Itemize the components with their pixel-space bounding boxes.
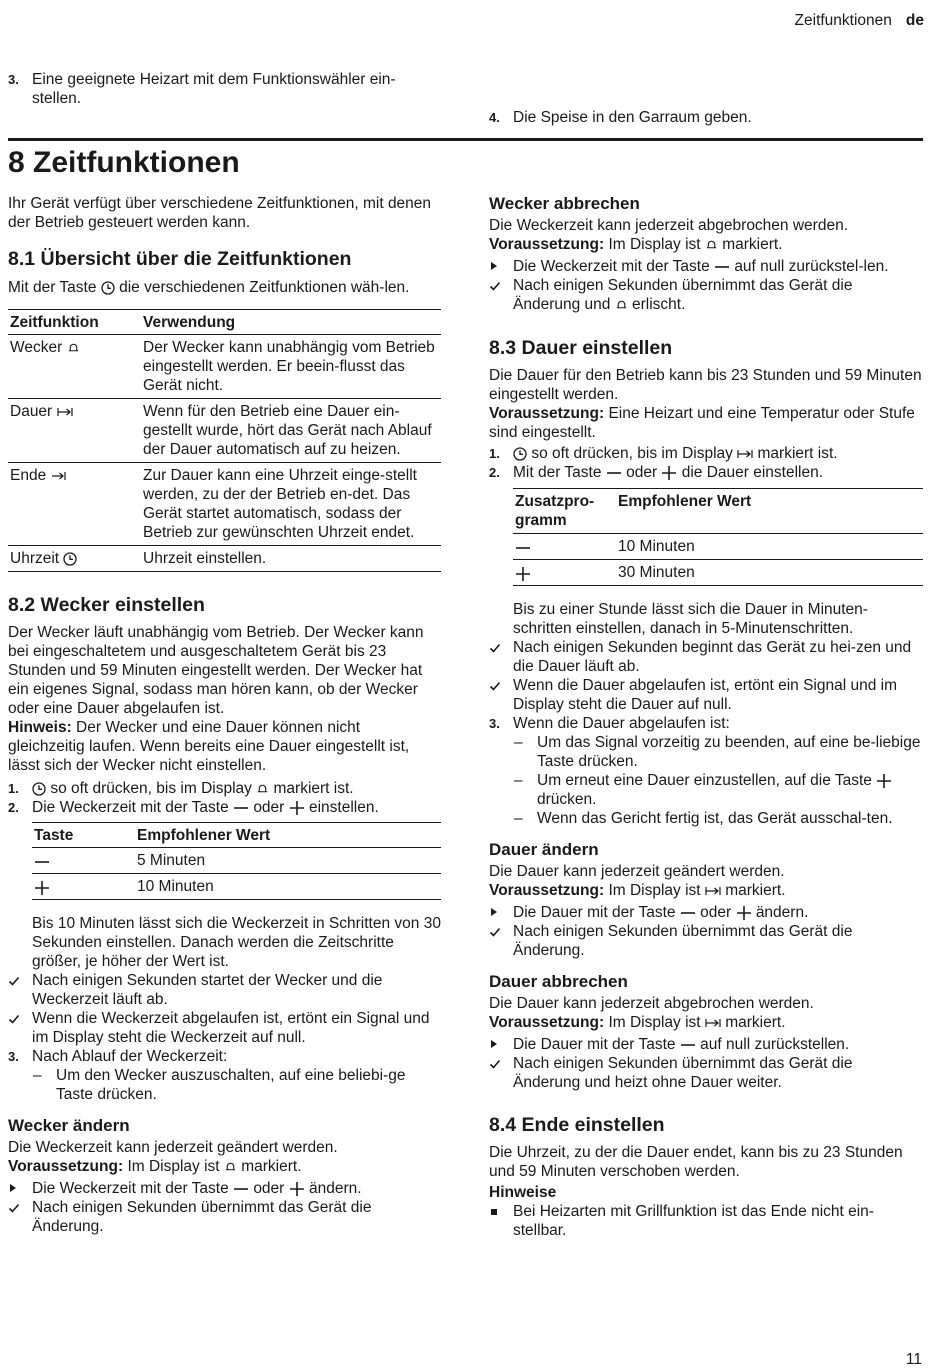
s82-check-2 [8,1009,441,1047]
row-value: 10 Minuten [137,878,214,895]
bell-icon [67,341,80,354]
step-number: 3. [489,716,500,731]
check-text: Nach einigen Sekunden startet der Wecker und die Weckerzeit läuft ab. [32,972,383,1008]
wecker-abbrechen-title: Wecker abbrechen [489,194,640,213]
check-icon [8,975,20,987]
check-icon [489,642,501,654]
check-icon [489,680,501,692]
s83-check-1 [489,638,923,676]
s83-pre [489,404,923,442]
sub-text: Um den Wecker auszuschalten, auf eine beliebi-ge Taste drücken. [56,1067,406,1103]
s84-bullet [489,1202,923,1240]
minus-icon [515,542,531,554]
action-b: auf null zurückstellen. [700,1036,850,1053]
top-left-step [8,70,465,108]
check-icon [8,1202,20,1214]
row-text: Wenn für den Betrieb eine Dauer ein-gestellt wurde, hört das Gerät nach Ablauf der Dauer automatisch auf zu heizen. [143,403,432,458]
wecker-aendern-check [8,1198,441,1236]
pre-label: Voraussetzung: [489,405,605,422]
row-text: Uhrzeit einstellen. [143,550,267,567]
pre-b: markiert. [241,1158,302,1175]
plus-icon [876,773,892,789]
dauer-aendern-title: Dauer ändern [489,840,599,859]
wecker-abbrechen-text: Die Weckerzeit kann jederzeit abgebrochen werden. [489,217,848,234]
plus-icon [34,880,50,896]
arrow-icon [489,906,499,918]
pre-b: markiert. [722,236,783,253]
end-icon [51,470,67,482]
action-b: auf null zurückstel-len. [734,258,889,275]
row-text: Zur Dauer kann eine Uhrzeit einge-stellt werden, zu der der Betrieb en-det. Das Gerät startet automatisch, sodass der Betrieb zur gewünschten Uhrzeit endet. [143,467,417,541]
bell-icon [705,238,718,251]
table-row [8,335,441,399]
s81-intro-a: Mit der Taste [8,279,97,296]
chapter-rule [8,138,923,141]
s82-hint [8,718,441,775]
minus-icon [233,1183,249,1195]
s83-after-table: Bis zu einer Stunde lässt sich die Dauer in Minuten-schritten einstellen, danach in 5-Minutenschritten. [513,601,868,637]
pre-a: Im Display ist [608,236,701,253]
step-text: Nach Ablauf der Weckerzeit: [32,1048,228,1065]
s82-check-1 [8,971,441,1009]
step-number: 1. [8,781,19,796]
row-name: Wecker [10,339,63,356]
pre-label: Voraussetzung: [8,1158,124,1175]
pre-a: Im Display ist [127,1158,220,1175]
pre-text: Eine Heizart und eine Temperatur oder Stufe sind eingestellt. [489,405,915,441]
check-icon [489,926,501,938]
wecker-aendern-action [8,1179,441,1198]
dauer-abbrechen-check [489,1054,923,1092]
check-text: Nach einigen Sekunden übernimmt das Gerät die Änderung und heizt ohne Dauer weiter. [513,1055,853,1091]
arrow-icon [8,1182,18,1194]
dauer-aendern-check [489,922,923,960]
dash-marker: – [33,1067,42,1084]
arrow-icon [489,260,499,272]
check-text: Nach einigen Sekunden übernimmt das Gerät die Änderung. [513,923,853,959]
th-part-a: Zusatzpro- [515,493,595,510]
bell-icon [256,782,269,795]
pre-a: Im Display ist [608,882,701,899]
s83-step-2 [489,463,923,482]
pre-label: Voraussetzung: [489,882,605,899]
dash-marker: – [514,734,523,751]
action-b: oder [700,904,732,921]
action-c: ändern. [755,904,809,921]
row-name: Ende [10,467,47,484]
check-b: erlischt. [632,296,686,313]
check-text: Wenn die Weckerzeit abgelaufen ist, ertönt ein Signal und im Display steht die Weckerzeit auf null. [32,1010,430,1046]
s83-sub-2 [489,771,923,809]
s81-intro-b: die verschiedenen Zeitfunktionen wäh-len. [119,279,410,296]
step-text-b: oder [253,799,285,816]
step-number: 3. [8,72,19,87]
check-text: Nach einigen Sekunden beginnt das Gerät zu hei-zen und die Dauer läuft ab. [513,639,912,675]
page-number: 11 [905,1351,922,1368]
hints-title: Hinweise [489,1184,557,1201]
step-number: 3. [8,1049,19,1064]
step-text: Die Speise in den Garraum geben. [513,109,752,126]
duration-icon [57,406,73,418]
s83-sub-1 [489,733,923,771]
action-b: oder [253,1180,285,1197]
section-title-8-3: 8.3 Dauer einstellen [489,337,673,359]
action-a: Die Weckerzeit mit der Taste [32,1180,229,1197]
plus-icon [661,465,677,481]
hint-label: Hinweis: [8,719,72,736]
th-part-b: gramm [515,512,567,529]
minus-icon [680,1039,696,1051]
th-zusatzprogramm [513,489,618,534]
step-text-a: so oft drücken, bis im Display [50,780,252,797]
clock-icon [513,447,527,461]
clock-icon [101,281,115,295]
step-number: 4. [489,110,500,125]
sub-text-a: Um erneut eine Dauer einzustellen, auf die Taste [537,772,872,789]
dauer-abbrechen-pre [489,1013,923,1032]
s82-intro: Der Wecker läuft unabhängig vom Betrieb. Der Wecker kann bei eingeschaltetem und ausgeschaltetem Gerät bis 23 Stunden und 59 Minuten eingestellt werden. Der Wecker hat ein eigenes Signal, sodass man hören kann, ob der Wecker oder eine Dauer abgelaufen ist. [8,624,424,717]
right-column [489,194,923,1240]
dauer-aendern-pre [489,881,923,900]
plus-icon [289,1181,305,1197]
step-text-a: Mit der Taste [513,464,602,481]
check-icon [489,280,501,292]
header-lang: de [905,12,924,29]
wecker-aendern-title: Wecker ändern [8,1116,130,1135]
pre-label: Voraussetzung: [489,1014,605,1031]
section-title-8-4: 8.4 Ende einstellen [489,1114,665,1136]
section-title-8-1: 8.1 Übersicht über die Zeitfunktionen [8,248,352,270]
row-name: Uhrzeit [10,550,60,567]
table-row [8,463,441,546]
check-a: Nach einigen Sekunden übernimmt das Gerät die Änderung und [513,277,853,313]
wecker-abbrechen-pre [489,235,923,254]
step-text-b: oder [626,464,658,481]
dauer-abbrechen-title: Dauer abbrechen [489,972,628,991]
step-number: 2. [489,465,500,480]
row-value: 10 Minuten [618,538,695,555]
s83-intro: Die Dauer für den Betrieb kann bis 23 Stunden und 59 Minuten eingestellt werden. [489,367,922,403]
arrow-icon [489,1038,499,1050]
pre-b: markiert. [725,1014,786,1031]
minus-icon [233,802,249,814]
dash-marker: – [514,772,523,789]
check-icon [8,1013,20,1025]
clock-icon [32,782,46,796]
minus-icon [34,856,50,868]
bullet-text: Bei Heizarten mit Grillfunktion ist das Ende nicht ein-stellbar. [513,1203,874,1239]
action-a: Die Dauer mit der Taste [513,904,676,921]
minus-icon [714,261,730,273]
wecker-abbrechen-check [489,276,923,314]
dauer-value-table [513,488,923,586]
table-row [8,546,441,572]
step-number: 1. [489,446,500,461]
sub-text: Um das Signal vorzeitig zu beenden, auf eine be-liebige Taste drücken. [537,734,921,770]
s82-step-1 [8,779,441,798]
row-text: Der Wecker kann unabhängig vom Betrieb eingestellt werden. Er beein-flusst das Gerät nicht. [143,339,435,394]
hint-text: Der Wecker und eine Dauer können nicht gleichzeitig laufen. Wenn bereits eine Dauer eingestellt ist, lässt sich der Wecker nicht einstellen. [8,719,410,774]
duration-icon [705,885,721,897]
pre-label: Voraussetzung: [489,236,605,253]
s83-step-3 [489,714,923,733]
sub-text: Wenn das Gericht fertig ist, das Gerät ausschal-ten. [537,810,893,827]
check-text: Wenn die Dauer abgelaufen ist, ertönt ein Signal und im Display steht die Dauer auf null. [513,677,898,713]
section-title-8-2: 8.2 Wecker einstellen [8,594,205,616]
duration-icon [705,1017,721,1029]
row-name: Dauer [10,403,53,420]
wecker-aendern-pre [8,1157,441,1176]
s82-step-3-sub [8,1066,441,1104]
check-icon [489,1058,501,1070]
chapter-intro: Ihr Gerät verfügt über verschiedene Zeitfunktionen, mit denen der Betrieb gesteuert werden kann. [8,195,432,231]
th-verwendung: Verwendung [143,314,236,331]
dauer-abbrechen-text: Die Dauer kann jederzeit abgebrochen werden. [489,995,814,1012]
s82-step-3 [8,1047,441,1066]
action-a: Die Dauer mit der Taste [513,1036,676,1053]
dauer-abbrechen-action [489,1035,923,1054]
step-text-b: markiert ist. [273,780,354,797]
left-column [8,145,441,1236]
s81-intro [8,278,441,297]
wecker-value-table [32,822,441,900]
action-c: ändern. [308,1180,362,1197]
pre-b: markiert. [725,882,786,899]
bell-icon [615,298,628,311]
top-right-step [489,108,947,127]
bell-icon [224,1160,237,1173]
chapter-title: 8 Zeitfunktionen [8,146,240,179]
step-text-c: die Dauer einstellen. [681,464,824,481]
row-value: 30 Minuten [618,564,695,581]
plus-icon [515,566,531,582]
square-bullet-icon [489,1207,499,1217]
step-text: Eine geeignete Heizart mit dem Funktionswähler ein- stellen. [32,71,396,107]
table-row [513,534,923,560]
wecker-aendern-text: Die Weckerzeit kann jederzeit geändert werden. [8,1139,338,1156]
minus-icon [680,907,696,919]
header-section: Zeitfunktionen [794,12,892,29]
plus-icon [736,905,752,921]
running-header [795,11,924,30]
th-wert: Empfohlener Wert [137,827,271,844]
s83-sub-3 [489,809,923,828]
dash-marker: – [514,810,523,827]
clock-icon [63,552,77,566]
s84-intro: Die Uhrzeit, zu der die Dauer endet, kann bis zu 23 Stunden und 59 Minuten verschoben werden. [489,1144,903,1180]
pre-a: Im Display ist [608,1014,701,1031]
duration-icon [737,448,753,460]
dauer-aendern-text: Die Dauer kann jederzeit geändert werden. [489,863,785,880]
s82-after-table: Bis 10 Minuten lässt sich die Weckerzeit in Schritten von 30 Sekunden einstellen. Danach werden die Zeitschritte größer, je höher der Wert ist. [32,915,441,970]
table-row [32,874,441,900]
timefunction-table [8,309,441,572]
plus-icon [289,800,305,816]
step-text-a: so oft drücken, bis im Display [531,445,733,462]
sub-text-b: drücken. [537,791,597,808]
action-a: Die Weckerzeit mit der Taste [513,258,710,275]
s83-step-1 [489,444,923,463]
minus-icon [606,467,622,479]
step-text-b: markiert ist. [757,445,838,462]
th-wert: Empfohlener Wert [618,493,752,510]
th-taste: Taste [34,827,74,844]
wecker-abbrechen-action [489,257,923,276]
check-text: Nach einigen Sekunden übernimmt das Gerät die Änderung. [32,1199,372,1235]
th-zeitfunktion: Zeitfunktion [10,314,99,331]
table-row [513,560,923,586]
row-value: 5 Minuten [137,852,206,869]
s82-step-2 [8,798,441,817]
step-text-a: Die Weckerzeit mit der Taste [32,799,229,816]
dauer-aendern-action [489,903,923,922]
table-row [8,399,441,463]
table-row [32,848,441,874]
step-text: Wenn die Dauer abgelaufen ist: [513,715,730,732]
step-text-c: einstellen. [308,799,379,816]
step-number: 2. [8,800,19,815]
s83-check-2 [489,676,923,714]
